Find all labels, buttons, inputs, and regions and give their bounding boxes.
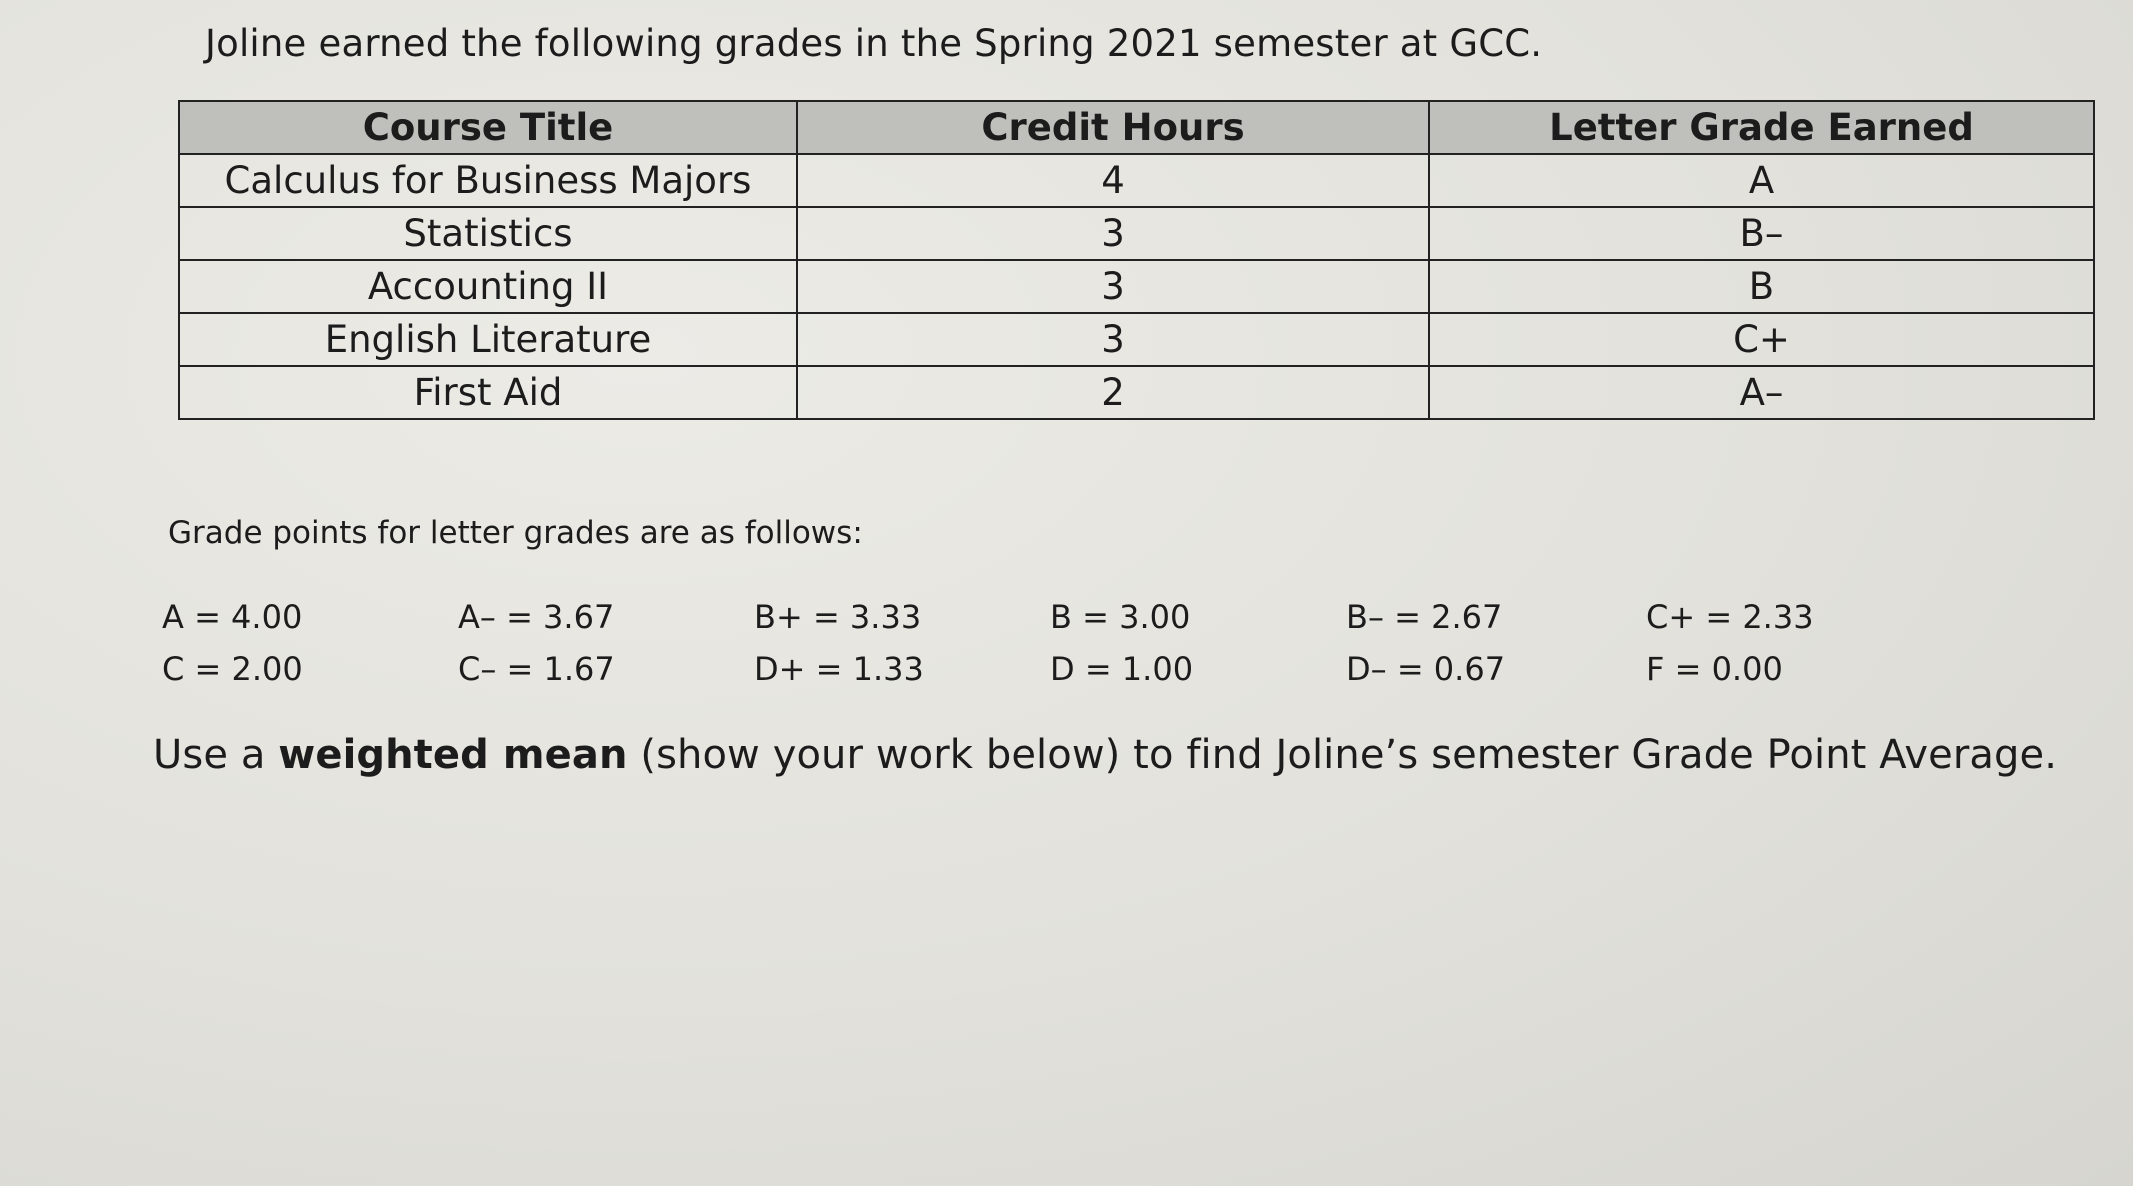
grade-points-grid: [162, 598, 1962, 688]
grade-point-entry: A– = 3.67: [458, 598, 615, 636]
course-title-cell: Calculus for Business Majors: [179, 154, 797, 207]
credit-hours-cell: 4: [797, 154, 1429, 207]
table-row: [179, 260, 2094, 313]
letter-grade-cell: A–: [1429, 366, 2094, 419]
grade-point-entry: B+ = 3.33: [754, 598, 922, 636]
course-title-cell: First Aid: [179, 366, 797, 419]
header-credit-hours: Credit Hours: [797, 101, 1429, 154]
question-text: [153, 732, 2057, 778]
header-course-title: Course Title: [179, 101, 797, 154]
letter-grade-cell: B: [1429, 260, 2094, 313]
grade-point-entry: A = 4.00: [162, 598, 303, 636]
table-row: [179, 154, 2094, 207]
letter-grade-cell: C+: [1429, 313, 2094, 366]
question-suffix: (show your work below) to find Joline’s semester Grade Point Average.: [627, 732, 2058, 778]
question-prefix: Use a: [153, 732, 279, 778]
table-header-row: [179, 101, 2094, 154]
grade-point-entry: B– = 2.67: [1346, 598, 1503, 636]
credit-hours-cell: 3: [797, 313, 1429, 366]
course-title-cell: Statistics: [179, 207, 797, 260]
grade-point-entry: C+ = 2.33: [1646, 598, 1814, 636]
grade-point-entry: B = 3.00: [1050, 598, 1191, 636]
letter-grade-cell: A: [1429, 154, 2094, 207]
course-title-cell: Accounting II: [179, 260, 797, 313]
table-row: [179, 207, 2094, 260]
header-letter-grade: Letter Grade Earned: [1429, 101, 2094, 154]
credit-hours-cell: 2: [797, 366, 1429, 419]
credit-hours-cell: 3: [797, 207, 1429, 260]
course-title-cell: English Literature: [179, 313, 797, 366]
grade-point-entry: D = 1.00: [1050, 650, 1194, 688]
grade-point-entry: C = 2.00: [162, 650, 303, 688]
grade-point-entry: C– = 1.67: [458, 650, 615, 688]
table-row: [179, 313, 2094, 366]
grade-point-entry: D– = 0.67: [1346, 650, 1506, 688]
letter-grade-cell: B–: [1429, 207, 2094, 260]
grade-point-entry: F = 0.00: [1646, 650, 1783, 688]
question-bold-term: weighted mean: [278, 732, 628, 778]
grade-point-entry: D+ = 1.33: [754, 650, 924, 688]
intro-text: Joline earned the following grades in the Spring 2021 semester at GCC.: [205, 22, 1543, 65]
credit-hours-cell: 3: [797, 260, 1429, 313]
table-row: [179, 366, 2094, 419]
grade-points-label: Grade points for letter grades are as follows:: [168, 515, 863, 551]
grades-table: [178, 100, 2095, 420]
